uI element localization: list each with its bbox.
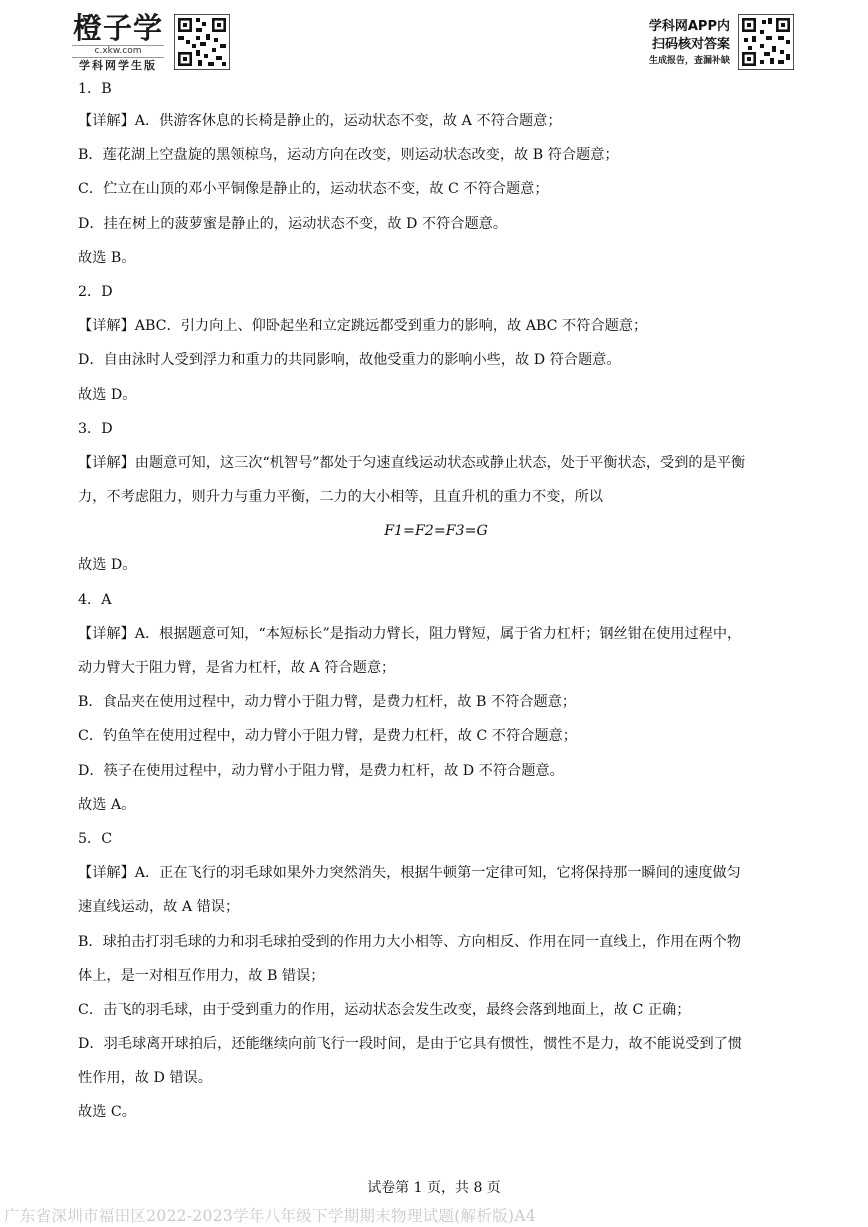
app-prompt-title: 学科网APP内	[648, 19, 730, 34]
explanation-line: 性作用，故 D 错误。	[78, 1070, 212, 1087]
question-3-answer: 3．D	[78, 420, 113, 437]
explanation-line: 动力臂大于阻力臂，是省力杠杆，故 A 符合题意；	[78, 660, 396, 676]
conclusion-line: 故选 D。	[78, 386, 137, 403]
conclusion-line: 故选 B。	[78, 249, 136, 266]
app-prompt-action: 扫码核对答案	[651, 37, 730, 52]
explanation-line: B．食品夹在使用过程中，动力臂小于阻力臂，是费力杠杆，故 B 不符合题意；	[78, 694, 577, 711]
answer-content	[78, 74, 794, 1130]
explanation-line: C．击飞的羽毛球，由于受到重力的作用，运动状态会发生改变，最终会落到地面上，故 C 正确；	[78, 1001, 691, 1018]
conclusion-line: 故选 A。	[78, 796, 136, 813]
logo-text: 橙子学	[72, 11, 163, 45]
explanation-line: 【详解】ABC．引力向上、仰卧起坐和立定跳远都受到重力的影响，故 ABC 不符合题意；	[78, 318, 648, 335]
qr-code-icon[interactable]	[174, 14, 230, 70]
qr-code-icon[interactable]	[738, 14, 794, 70]
question-2-answer: 2．D	[78, 283, 113, 300]
question-5-answer: 5．C	[78, 830, 113, 847]
site-logo	[72, 12, 164, 73]
force-formula: F1=F2=F3=G	[384, 523, 488, 540]
explanation-line: B．莲花湖上空盘旋的黑领椋鸟，运动方向在改变，则运动状态改变，故 B 符合题意；	[78, 147, 619, 164]
app-scan-prompt	[649, 18, 730, 68]
explanation-line: 力，不考虑阻力，则升力与重力平衡，二力的大小相等，且直升机的重力不变，所以	[78, 489, 603, 506]
conclusion-line: 故选 C。	[78, 1104, 136, 1121]
conclusion-line: 故选 D。	[78, 557, 137, 574]
explanation-line: 速直线运动，故 A 错误；	[78, 899, 240, 916]
explanation-line: 【详解】A．供游客休息的长椅是静止的，运动状态不变，故 A 不符合题意；	[78, 113, 562, 129]
explanation-line: D．羽毛球离开球拍后，还能继续向前飞行一段时间，是由于它具有惯性，惯性不是力，故不能说受到了惯	[78, 1036, 743, 1053]
document-watermark: 广东省深圳市福田区2022-2023学年八年级下学期期末物理试题(解析版)A4	[4, 1207, 536, 1225]
explanation-line: B．球拍击打羽毛球的力和羽毛球拍受到的作用力大小相等、方向相反、作用在同一直线上，作用在两个物	[78, 933, 742, 950]
explanation-line: 体上，是一对相互作用力，故 B 错误；	[78, 967, 325, 984]
app-prompt-note: 生成报告，查漏补缺	[648, 56, 730, 66]
page-number: 试卷第 1 页，共 8 页	[367, 1180, 501, 1196]
explanation-line: D．挂在树上的菠萝蜜是静止的，运动状态不变，故 D 不符合题意。	[78, 215, 508, 232]
explanation-line: 【详解】A．根据题意可知，“本短标长”是指动力臂长，阻力臂短，属于省力杠杆；钢丝钳在使用过程中，	[78, 625, 742, 642]
logo-url: c.xkw.com	[72, 45, 164, 58]
explanation-line: 【详解】A．正在飞行的羽毛球如果外力突然消失，根据牛顿第一定律可知，它将保持那一瞬间的速度做匀	[78, 865, 741, 882]
explanation-line: 【详解】由题意可知，这三次“机智号”都处于匀速直线运动状态或静止状态，处于平衡状态，受到的是平衡	[78, 454, 746, 471]
explanation-line: C．伫立在山顶的邓小平铜像是静止的，运动状态不变，故 C 不符合题意；	[78, 181, 549, 198]
explanation-line: D．筷子在使用过程中，动力臂小于阻力臂，是费力杠杆，故 D 不符合题意。	[78, 762, 564, 779]
question-1-answer: 1．B	[78, 81, 112, 97]
explanation-line: D．自由泳时人受到浮力和重力的共同影响，故他受重力的影响小些，故 D 符合题意。	[78, 352, 621, 369]
question-4-answer: 4．A	[78, 591, 112, 608]
logo-subtitle: 学科网学生版	[79, 59, 157, 72]
explanation-line: C．钓鱼竿在使用过程中，动力臂小于阻力臂，是费力杠杆，故 C 不符合题意；	[78, 728, 577, 745]
